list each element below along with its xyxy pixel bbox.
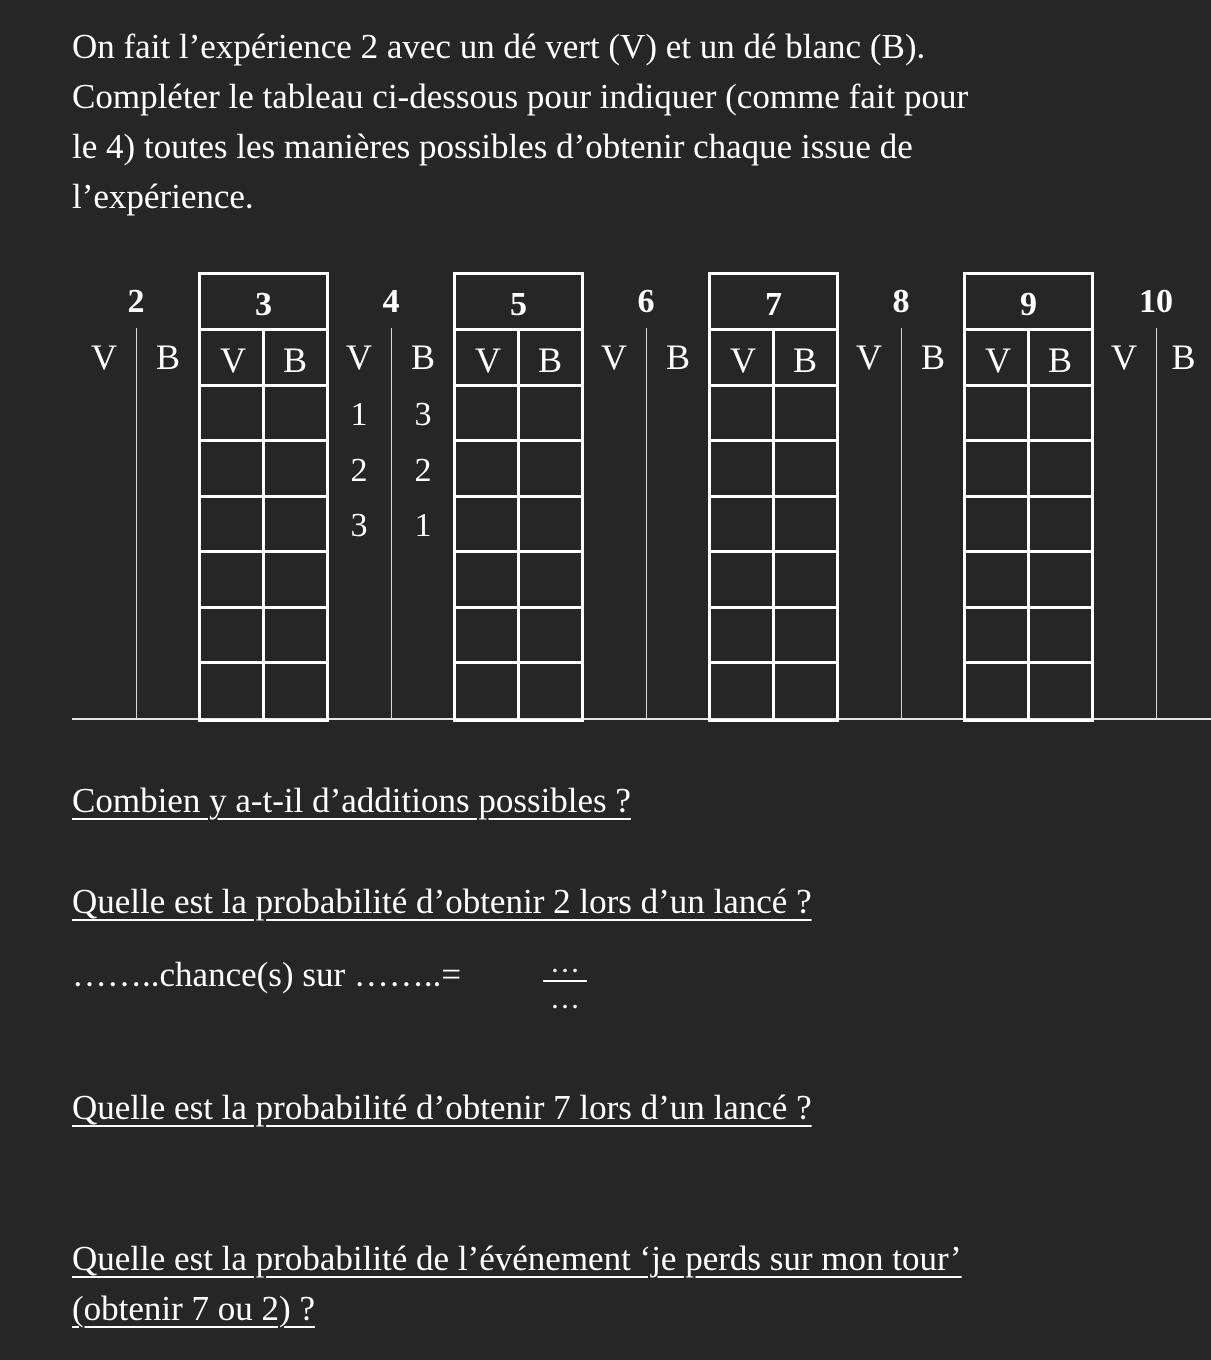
sum-header: 9 <box>1020 286 1037 323</box>
instructions <box>72 22 1132 222</box>
example-cell-b: 1 <box>414 507 432 544</box>
b-header: B <box>665 337 690 377</box>
column-sum-9 <box>963 272 1094 722</box>
v-header: V <box>601 337 627 377</box>
v-header: V <box>346 337 372 377</box>
outcomes-table <box>72 272 1211 720</box>
b-header: B <box>410 337 435 377</box>
question-4 <box>72 1234 962 1334</box>
v-header: V <box>220 340 246 380</box>
question-2: Quelle est la probabilité d’obtenir 2 lors d’un lancé ? <box>72 882 812 921</box>
b-header: B <box>155 337 180 377</box>
question-4-line-2: (obtenir 7 ou 2) ? <box>72 1289 315 1328</box>
sum-header: 10 <box>1139 283 1173 320</box>
question-3: Quelle est la probabilité d’obtenir 7 lors d’un lancé ? <box>72 1088 812 1127</box>
b-header: B <box>1171 337 1196 377</box>
v-header: V <box>985 340 1011 380</box>
question-4-line-1: Quelle est la probabilité de l’événement ‘je perds sur mon tour’ <box>72 1239 962 1278</box>
v-header: V <box>91 337 117 377</box>
v-header: V <box>730 340 756 380</box>
example-cell-v: 3 <box>350 507 368 544</box>
sum-header: 7 <box>765 286 782 323</box>
column-divider <box>1156 328 1157 718</box>
v-header: V <box>856 337 882 377</box>
column-sum-7 <box>708 272 839 722</box>
example-cell-b: 2 <box>414 452 432 489</box>
column-sum-8 <box>837 272 965 718</box>
column-sum-2 <box>72 272 200 718</box>
question-1: Combien y a-t-il d’additions possibles ? <box>72 781 631 820</box>
b-header: B <box>1047 340 1072 380</box>
v-header: V <box>1111 337 1137 377</box>
b-header: B <box>282 340 307 380</box>
b-header: B <box>537 340 562 380</box>
sum-header: 2 <box>127 283 145 320</box>
v-header: V <box>475 340 501 380</box>
fraction-denominator: … <box>550 982 580 1015</box>
example-cell-v: 2 <box>350 452 368 489</box>
sum-header: 8 <box>892 283 910 320</box>
column-sum-4 <box>327 272 455 718</box>
instructions-line-2: Compléter le tableau ci-dessous pour indiquer (comme fait pour <box>72 77 969 116</box>
instructions-line-4: l’expérience. <box>72 177 254 216</box>
fraction <box>543 946 587 1015</box>
fraction-numerator: … <box>550 946 580 979</box>
sum-header: 3 <box>255 286 272 323</box>
instructions-line-1: On fait l’expérience 2 avec un dé vert (V) et un dé blanc (B). <box>72 27 926 66</box>
b-header: B <box>920 337 945 377</box>
sum-header: 5 <box>510 286 527 323</box>
column-divider <box>901 328 902 718</box>
column-sum-3 <box>198 272 329 722</box>
column-sum-6 <box>582 272 710 718</box>
b-header: B <box>792 340 817 380</box>
column-sum-5 <box>453 272 584 722</box>
example-cell-b: 3 <box>414 396 432 433</box>
example-cell-v: 1 <box>350 396 368 433</box>
column-divider <box>136 328 137 718</box>
sum-header: 4 <box>382 283 400 320</box>
sum-header: 6 <box>637 283 655 320</box>
answer-line: ……..chance(s) sur ……..= <box>72 955 462 994</box>
instructions-line-3: le 4) toutes les manières possibles d’obtenir chaque issue de <box>72 127 913 166</box>
column-divider <box>646 328 647 718</box>
column-sum-10 <box>1092 272 1211 718</box>
